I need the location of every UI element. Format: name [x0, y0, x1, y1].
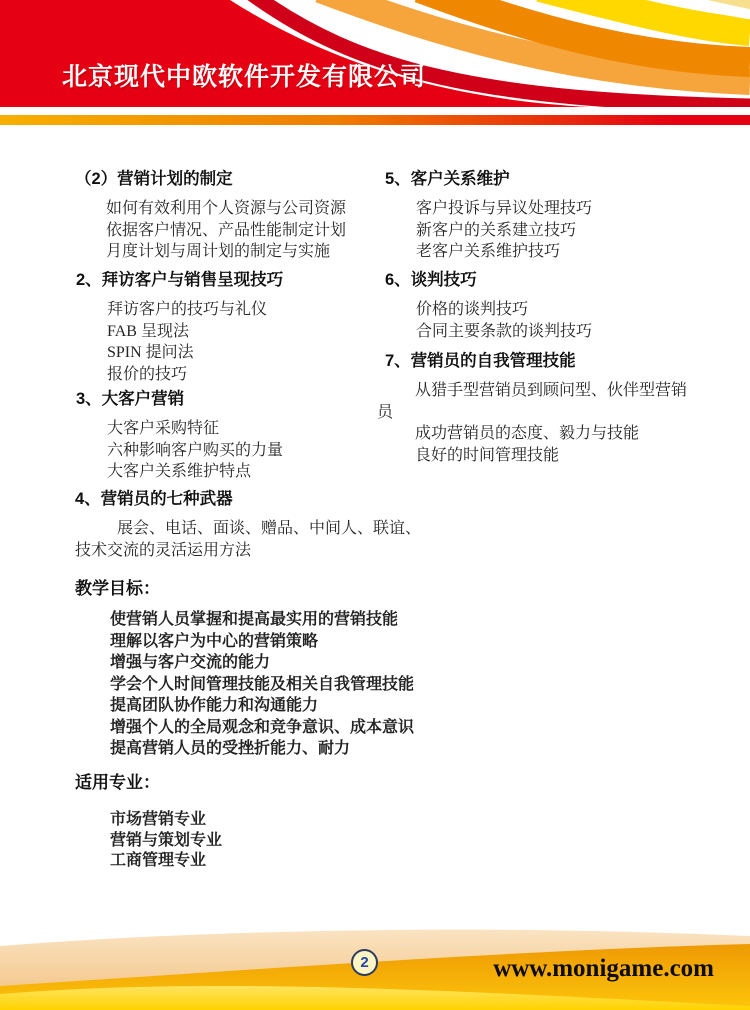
section-item: 从猎手型营销员到顾问型、伙伴型营销	[415, 382, 688, 399]
section-item: 展会、电话、面谈、赠品、中间人、联谊、	[117, 520, 422, 537]
section-heading: 4、营销员的七种武器	[75, 490, 233, 508]
section-seven-weapons	[75, 488, 422, 561]
section-item: 六种影响客户购买的力量	[107, 441, 284, 459]
major-item: 市场营销专业	[110, 811, 207, 828]
section-item: SPIN 提问法	[107, 344, 194, 361]
page-number-badge: 2	[351, 949, 378, 976]
section-item: 报价的技巧	[107, 365, 188, 383]
header-banner	[0, 0, 750, 125]
majors-heading: 适用专业：	[75, 773, 160, 792]
goal-item: 使营销人员掌握和提高最实用的营销技能	[110, 611, 399, 628]
goal-item: 提高团队协作能力和沟通能力	[110, 697, 319, 714]
major-item: 工商管理专业	[110, 852, 207, 869]
section-item: 大客户采购特征	[107, 420, 220, 437]
goal-item: 增强与客户交流的能力	[110, 654, 271, 671]
section-heading: 7、营销员的自我管理技能	[385, 352, 576, 370]
section-item: 老客户关系维护技巧	[416, 243, 561, 260]
section-heading: 2、拜访客户与销售呈现技巧	[76, 271, 284, 289]
teaching-goals-list	[110, 609, 414, 760]
goal-item: 学会个人时间管理技能及相关自我管理技能	[110, 675, 415, 693]
website-text: www.monigame.com	[493, 955, 714, 982]
section-item: 新客户的关系建立技巧	[416, 221, 577, 239]
section-customer-relations	[385, 168, 592, 263]
section-item: 月度计划与周计划的制定与实施	[106, 243, 331, 260]
teaching-goals-heading: 教学目标：	[75, 579, 160, 598]
major-item: 营销与策划专业	[110, 831, 223, 849]
goal-item: 增强个人的全局观念和竞争意识、成本意识	[110, 718, 415, 736]
company-name: 北京现代中欧软件开发有限公司	[62, 63, 427, 91]
section-sales-visit	[76, 269, 283, 385]
section-item: 拜访客户的技巧与礼仪	[107, 301, 268, 318]
section-item: 如何有效利用个人资源与公司资源	[106, 200, 347, 217]
section-heading: 6、谈判技巧	[385, 271, 477, 289]
goal-item: 提高营销人员的受挫折能力、耐力	[110, 740, 351, 757]
section-item: 技术交流的灵活运用方法	[75, 541, 252, 559]
section-item: 客户投诉与异议处理技巧	[416, 200, 593, 217]
section-heading: 5、客户关系维护	[385, 170, 510, 188]
section-item: 成功营销员的态度、毅力与技能	[415, 425, 640, 442]
section-item: 良好的时间管理技能	[415, 446, 560, 464]
section-item: 合同主要条款的谈判技巧	[416, 322, 593, 340]
section-negotiation	[385, 269, 592, 342]
section-heading: 3、大客户营销	[76, 390, 185, 408]
goal-item: 理解以客户为中心的营销策略	[110, 632, 319, 650]
section-marketing-plan	[75, 168, 346, 263]
section-item: 依据客户情况、产品性能制定计划	[106, 221, 347, 239]
section-item: 价格的谈判技巧	[416, 301, 529, 318]
section-key-accounts	[76, 388, 283, 483]
section-item: 员	[377, 403, 394, 421]
section-item: 大客户关系维护特点	[107, 463, 252, 480]
section-item: FAB 呈现法	[107, 322, 189, 340]
section-self-management	[377, 350, 740, 466]
section-heading: （2）营销计划的制定	[75, 170, 233, 188]
majors-list	[110, 810, 222, 872]
